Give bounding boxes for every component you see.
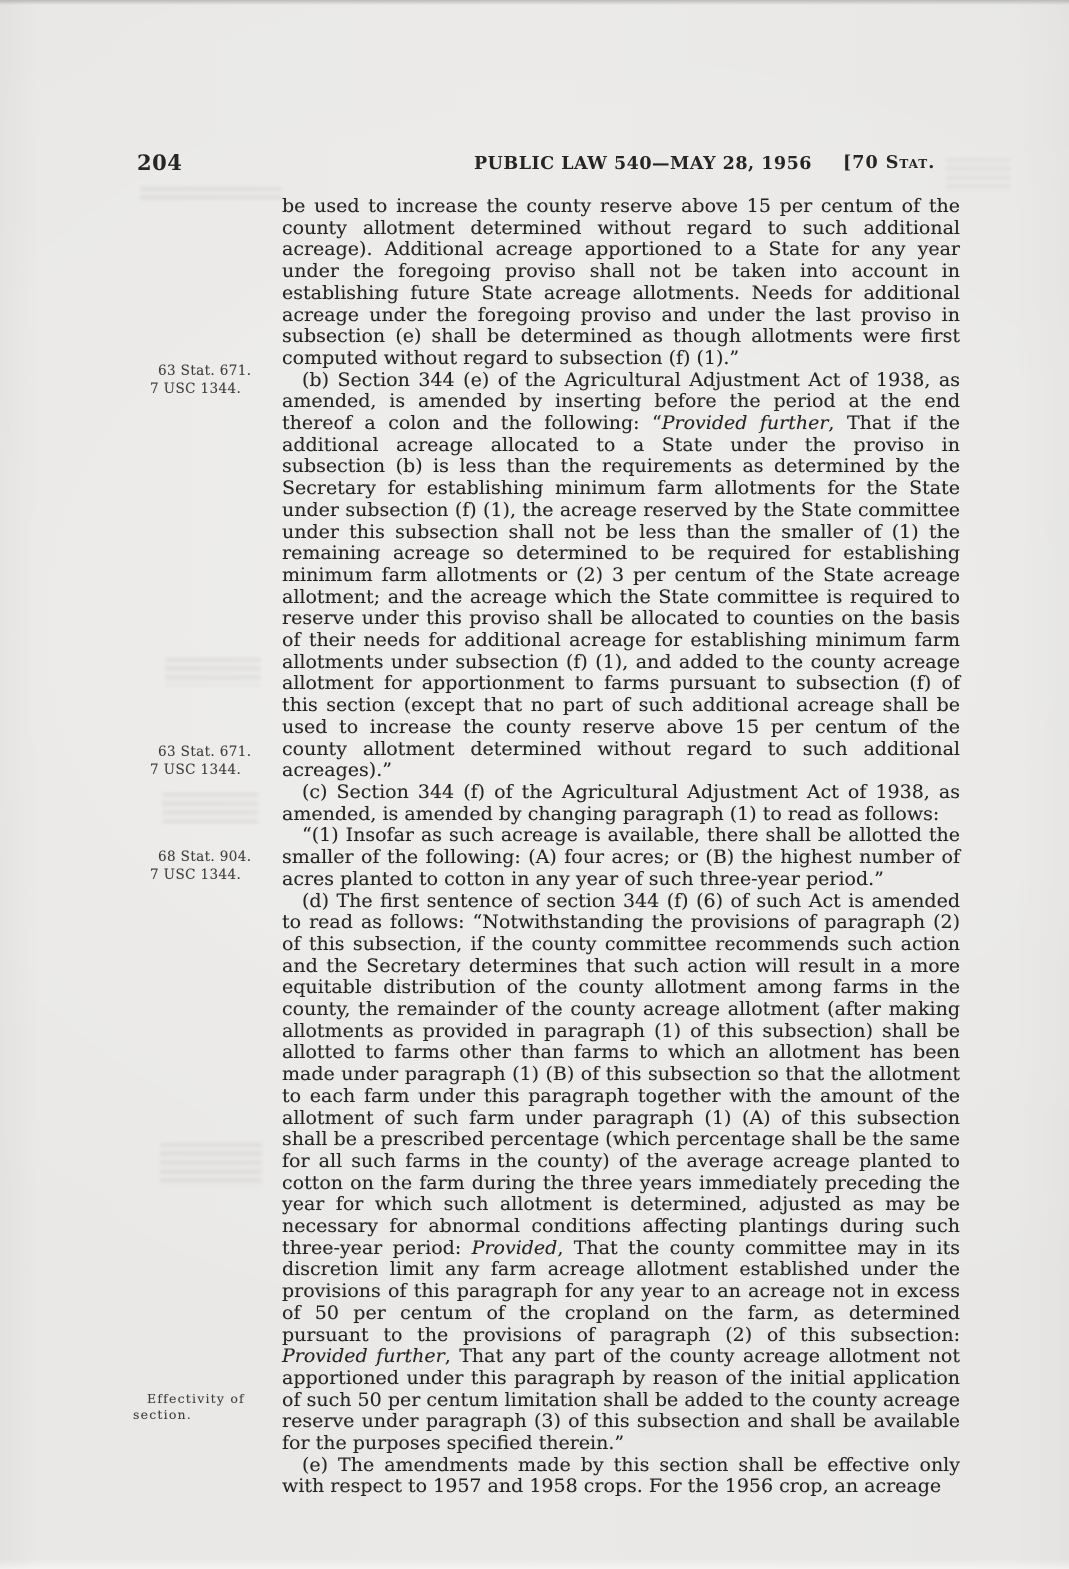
italic-proviso-text: Provided further [282,1345,445,1368]
page-number: 204 [137,150,183,175]
page-bottom-edge-highlight [0,1559,1069,1569]
statute-text: (c) Section 344 (f) of the Agricultural Adjustment Act of 1938, as amended, is amended by changing paragraph (1) to read as follows: [282,780,960,825]
statute-text: (b) Section 344 (e) of the Agricultural Adjustment Act of 1938, as amended, is amended by inserting before the period at the end thereof a colon and the following: “ [282,368,960,435]
body-text-column [282,196,960,1498]
margin-note-line: 63 Stat. 671. [158,363,252,379]
margin-note-line: 63 Stat. 671. [158,744,252,760]
body-paragraph [282,825,960,890]
statute-text: be used to increase the county reserve above 15 per centum of the county allotment determined without regard to such additional acreage). Additional acreage apportioned to a State for any year under the foregoing proviso shall not be taken into account in establishing future State acreage allotments. Needs for additional acreage under the foregoing proviso and under the last proviso in subsection (e) shall be determined as though allotments were first computed without regard to subsection (f) (1).” [282,195,960,369]
ink-bleed-smudge [160,1143,262,1187]
margin-note [133,1391,283,1422]
margin-note-line: 7 USC 1344. [150,761,242,778]
ink-bleed-smudge [165,658,261,686]
statutes-volume-reference: [70 Stat. [843,153,936,173]
body-paragraph [282,891,960,1455]
statute-text: (e) The amendments made by this section shall be effective only with respect to 1957 and 1958 crops. For the 1956 crop, an acreage [282,1453,960,1498]
ink-bleed-smudge [162,793,258,823]
body-paragraph [282,782,960,825]
statute-text: “(1) Insofar as such acreage is available, there shall be allotted the smaller of the following: (A) four acres; or (B) the highest number of acres planted to cotton in any year of such three-year period.” [282,824,960,890]
body-paragraph [282,370,960,782]
margin-note-line: 7 USC 1344. [150,380,242,397]
body-paragraph [282,1455,960,1498]
italic-proviso-text: Provided further [661,412,829,435]
margin-note-line: 7 USC 1344. [150,866,242,883]
margin-note [150,849,300,884]
ink-bleed-smudge [140,187,282,200]
margin-note [150,744,300,779]
statute-text: , That if the additional acreage allocated to a State under the proviso in subsection (b) is less than the requirements as determined by the Secretary for establishing minimum farm allotments for the State under subsection (f) (1), the acreage reserved by the State committee under this subsection shall not be less than the smaller of (1) the remaining acreage so determined to be required for establishing minimum farm allotments or (2) 3 per centum of the State acreage allotment; and the acreage which the State committee is required to reserve under this proviso shall be allocated to counties on the basis of their needs for additional acreage for establishing minimum farm allotments under subsection (f) (1), and added to the county acreage allotment for apportionment to farms pursuant to subsection (f) of this section (except that no part of such additional acreage shall be used to increase the county reserve above 15 per centum of the county allotment determined without regard to such additional acreages).” [282,412,960,782]
statute-text: , That the county committee may in its discretion limit any farm acreage allotment established under the provisions of this paragraph for any year to an acreage not in excess of 50 per centum of the cropland on the farm, as determined pursuant to the provisions of paragraph (2) of this subsection: [282,1236,960,1346]
body-paragraph [282,196,960,370]
statute-text: , That any part of the county acreage allotment not apportioned under this paragraph by reason of the initial application of such 50 per centum limitation shall be added to the county acreage reserve under paragraph (3) of this subsection and shall be available for the purposes specified therein.” [282,1345,960,1455]
margin-note-line: 68 Stat. 904. [158,849,252,865]
margin-note-line: section. [133,1406,192,1422]
running-header-title: PUBLIC LAW 540—MAY 28, 1956 [474,154,812,174]
italic-proviso-text: Provided [471,1236,558,1259]
ink-bleed-smudge [945,158,1011,192]
page-top-edge-shadow [0,0,1069,5]
statute-text: (d) The first sentence of section 344 (f) (6) of such Act is amended to read as follows: “Notwithstanding the provisions of paragraph (2) of this subsection, if the county committee recommends such action and the Secretary determines that such action will result in a more equitable distribution of the county allotment among farms in the county, the remainder of the county acreage allotment (after making allotments as provided in paragraph (1) of this subsection) shall be allotted to farms other than farms to which an allotment has been made under paragraph (1) (B) of this subsection so that the allotment to each farm under this paragraph together with the amount of the allotment of such farm under paragraph (1) (A) of this subsection shall be a prescribed percentage (which percentage shall be the same for all such farms in the county) of the average acreage planted to cotton on the farm during the three years immediately preceding the year for which such allotment is determined, adjusted as may be necessary for abnormal conditions affecting plantings during such three-year period: [282,889,960,1259]
margin-note [150,363,300,398]
margin-note-line: Effectivity of [147,1391,245,1406]
